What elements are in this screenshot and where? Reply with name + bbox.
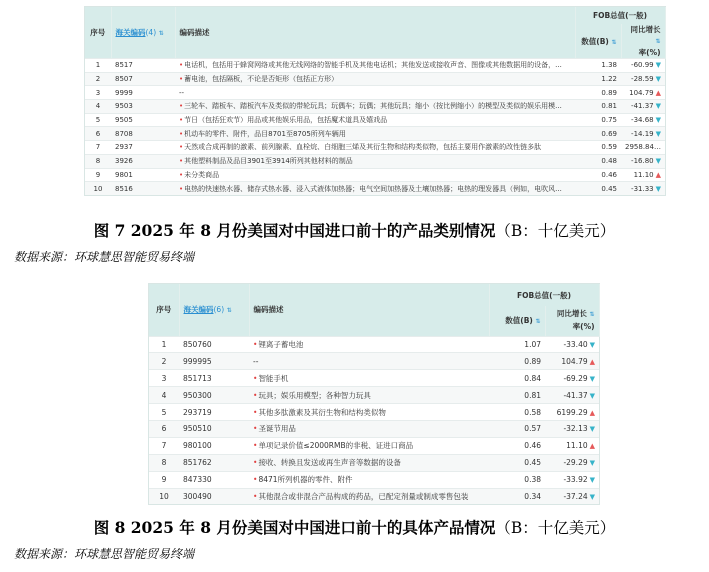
cell-code: 851762 (179, 454, 249, 471)
cell-code: 3926 (111, 154, 175, 168)
cell-value: 0.84 (489, 370, 545, 387)
cell-yoy-text: -28.59 (631, 75, 654, 84)
cell-value: 1.38 (575, 59, 621, 73)
triangle-down-icon: ▼ (589, 492, 596, 501)
cell-desc-text: 其他多肽激素及其衍生物和结构类似物 (258, 407, 386, 417)
cell-seq: 4 (149, 387, 179, 404)
table-row[interactable] (149, 336, 599, 353)
cell-value: 1.22 (575, 72, 621, 86)
cell-seq: 10 (149, 488, 179, 504)
table-row[interactable] (149, 471, 599, 488)
cell-value: 0.69 (575, 127, 621, 141)
cell-yoy (545, 370, 599, 387)
cell-yoy-text: -32.13 (563, 424, 588, 434)
cell-code: 950300 (179, 387, 249, 404)
figure-caption-8 (0, 516, 709, 538)
caption-title: 图 8 2025 年 8 月份美国对中国进口前十的具体产品情况 (93, 518, 496, 537)
cell-yoy (545, 488, 599, 504)
cell-seq: 3 (149, 370, 179, 387)
header-value-label: 数值(B) (505, 316, 533, 326)
cell-code: 8507 (111, 72, 175, 86)
table-row[interactable] (85, 154, 665, 168)
cell-desc-text: 天然或合成再制的激素、前列腺素、血栓烷、白细胞三烯及其衍生物和结构类似物，包括主要用作激素的改性链多肽 (184, 143, 542, 152)
cell-desc (175, 168, 575, 182)
cell-desc (249, 437, 489, 454)
cell-code: 8517 (111, 59, 175, 73)
header-seq: 序号 (85, 7, 111, 59)
cell-desc-text: 节日（包括狂欢节）用品或其他娱乐用品，包括魔术道具及嬉戏品 (184, 116, 388, 125)
cell-code: 999995 (179, 353, 249, 370)
cell-desc-text: -- (179, 88, 185, 97)
cell-desc-text: 其他塑料制品及品目3901至3914所列其他材料的制品 (184, 157, 353, 166)
cell-seq: 3 (85, 86, 111, 100)
triangle-down-icon: ▼ (655, 157, 662, 166)
cell-yoy-text: 104.79 (561, 356, 588, 366)
bullet-icon: • (179, 184, 184, 193)
bullet-icon: • (253, 407, 258, 417)
header-yoy-line1: 同比增长 (630, 25, 661, 34)
cell-yoy-text: -34.68 (631, 116, 654, 125)
bullet-icon: • (253, 373, 258, 383)
cell-code: 9505 (111, 113, 175, 127)
triangle-up-icon: ▲ (655, 143, 662, 152)
cell-desc (249, 471, 489, 488)
header-fob-group: FOB总值(一般) (489, 284, 599, 306)
triangle-down-icon: ▼ (589, 391, 596, 400)
cell-value: 0.46 (489, 437, 545, 454)
cell-yoy-text: -29.29 (563, 458, 588, 468)
cell-desc-text: -- (253, 356, 259, 366)
header-code-label[interactable]: 海关编码 (115, 28, 146, 37)
cell-desc-text: 8471所列机器的零件、附件 (258, 475, 353, 485)
cell-yoy (621, 113, 665, 127)
cell-code: 2937 (111, 141, 175, 155)
cell-desc (249, 404, 489, 421)
bullet-icon: • (179, 143, 184, 152)
cell-desc-text: 机动车的零件、附件，品目8701至8705所列车辆用 (184, 129, 346, 138)
sort-icon[interactable]: ⇅ (226, 307, 232, 315)
cell-desc (175, 86, 575, 100)
cell-desc (249, 420, 489, 437)
cell-desc-text: 锂离子蓄电池 (258, 339, 304, 349)
cell-desc-text: 其他混合或非混合产品构成的药品，已配定剂量或制成零售包装 (258, 491, 469, 501)
cell-yoy-text: -14.19 (631, 129, 654, 138)
cell-yoy (621, 141, 665, 155)
cell-value: 0.75 (575, 113, 621, 127)
header-yoy[interactable] (545, 306, 599, 336)
cell-code: 9503 (111, 100, 175, 114)
table-row[interactable] (85, 168, 665, 182)
cell-value: 0.81 (575, 100, 621, 114)
table-row[interactable] (85, 182, 665, 195)
cell-yoy-text: -33.92 (563, 475, 588, 485)
cell-code: 847330 (179, 471, 249, 488)
table-row[interactable] (149, 353, 599, 370)
cell-yoy (621, 72, 665, 86)
cell-desc (249, 454, 489, 471)
cell-desc (175, 141, 575, 155)
table-row[interactable] (85, 127, 665, 141)
cell-yoy-text: 11.10 (566, 441, 588, 451)
triangle-down-icon: ▼ (655, 116, 662, 125)
cell-desc (175, 113, 575, 127)
triangle-up-icon: ▲ (589, 357, 596, 366)
cell-seq: 2 (85, 72, 111, 86)
cell-yoy (621, 86, 665, 100)
table-specific-products (148, 283, 600, 505)
triangle-down-icon: ▼ (589, 425, 596, 434)
cell-value: 0.48 (575, 154, 621, 168)
data-source-note: 数据来源：环球慧思智能贸易终端 (14, 250, 195, 264)
cell-seq: 7 (85, 141, 111, 155)
cell-desc (175, 72, 575, 86)
triangle-down-icon: ▼ (589, 374, 596, 383)
triangle-down-icon: ▼ (655, 102, 662, 111)
cell-yoy (545, 336, 599, 353)
cell-yoy (621, 154, 665, 168)
cell-yoy (621, 182, 665, 195)
cell-desc-text: 智能手机 (258, 373, 289, 383)
bullet-icon: • (253, 424, 258, 434)
header-yoy-line2: 率(%) (572, 322, 595, 332)
bullet-icon: • (179, 61, 184, 70)
cell-seq: 2 (149, 353, 179, 370)
cell-desc (175, 59, 575, 73)
cell-code: 8708 (111, 127, 175, 141)
table-row[interactable] (85, 100, 665, 114)
cell-seq: 4 (85, 100, 111, 114)
table-row[interactable] (149, 454, 599, 471)
cell-seq: 1 (85, 59, 111, 73)
cell-seq: 5 (149, 404, 179, 421)
cell-yoy-text: 104.79 (629, 88, 654, 97)
cell-yoy-text: -69.29 (563, 373, 588, 383)
cell-value: 0.59 (575, 141, 621, 155)
cell-code: 950510 (179, 420, 249, 437)
header-seq: 序号 (149, 284, 179, 336)
cell-desc-text: 玩具；娱乐用模型；各种智力玩具 (258, 390, 371, 400)
cell-code: 851713 (179, 370, 249, 387)
triangle-down-icon: ▼ (589, 340, 596, 349)
header-desc: 编码描述 (249, 284, 489, 336)
triangle-up-icon: ▲ (655, 88, 662, 97)
sort-icon[interactable]: ⇅ (158, 30, 164, 37)
bullet-icon: • (179, 75, 184, 84)
table-row[interactable] (85, 59, 665, 73)
table-row[interactable] (149, 387, 599, 404)
cell-desc-text: 圣诞节用品 (258, 424, 296, 434)
table-row[interactable] (85, 113, 665, 127)
cell-yoy (545, 404, 599, 421)
cell-yoy (621, 59, 665, 73)
cell-value: 0.34 (489, 488, 545, 504)
cell-value: 0.57 (489, 420, 545, 437)
sort-icon[interactable]: ⇅ (589, 311, 595, 319)
cell-desc (249, 387, 489, 404)
cell-value: 0.38 (489, 471, 545, 488)
triangle-down-icon: ▼ (655, 184, 662, 193)
cell-desc-text: 电热的快速热水器、储存式热水器、浸入式液体加热器；电气空间加热器及土壤加热器；电热的理发器具（例如，电吹风... (184, 184, 562, 193)
triangle-down-icon: ▼ (589, 476, 596, 485)
cell-desc (175, 182, 575, 195)
cell-seq: 9 (149, 471, 179, 488)
cell-yoy (545, 437, 599, 454)
cell-seq: 1 (149, 336, 179, 353)
table-row[interactable] (85, 72, 665, 86)
cell-desc (249, 336, 489, 353)
cell-desc-text: 未分类商品 (184, 170, 220, 179)
table-row[interactable] (149, 404, 599, 421)
caption-unit: （B：十亿美元） (495, 222, 616, 240)
cell-value: 0.45 (575, 182, 621, 195)
cell-yoy-text: 2958.84 (625, 143, 654, 152)
cell-desc (175, 127, 575, 141)
cell-desc (249, 370, 489, 387)
cell-value: 0.58 (489, 404, 545, 421)
cell-code: 9801 (111, 168, 175, 182)
cell-yoy-text: -33.40 (563, 339, 588, 349)
table-row[interactable] (85, 141, 665, 155)
cell-desc-text: 三轮车、踏板车、踏板汽车及类似的带轮玩具；玩偶车；玩偶；其他玩具；缩小（按比例缩小）的模型及类似的娱乐用模... (184, 102, 562, 111)
bullet-icon: • (179, 129, 184, 138)
header-code-count: (6) (213, 305, 225, 315)
cell-value: 0.89 (575, 86, 621, 100)
bullet-icon: • (253, 441, 258, 451)
cell-yoy-text: -60.99 (631, 61, 654, 70)
cell-seq: 8 (85, 154, 111, 168)
table-row[interactable] (149, 437, 599, 454)
triangle-up-icon: ▲ (589, 442, 596, 451)
header-code-label[interactable]: 海关编码 (183, 305, 214, 315)
cell-yoy (621, 168, 665, 182)
triangle-up-icon: ▲ (589, 408, 596, 417)
cell-seq: 10 (85, 182, 111, 195)
header-value-label: 数值(B) (581, 36, 609, 46)
cell-value: 0.89 (489, 353, 545, 370)
cell-value: 0.81 (489, 387, 545, 404)
triangle-down-icon: ▼ (655, 61, 662, 70)
cell-yoy-text: 11.10 (633, 170, 654, 179)
cell-desc (175, 100, 575, 114)
cell-code: 300490 (179, 488, 249, 504)
cell-desc-text: 接收、转换且发送或再生声音等数据的设备 (258, 458, 401, 468)
bullet-icon: • (179, 102, 184, 111)
table-product-categories (84, 6, 666, 196)
sort-icon[interactable]: ⇅ (655, 38, 661, 45)
header-yoy-line2: 率(%) (638, 48, 661, 57)
cell-value: 1.07 (489, 336, 545, 353)
cell-yoy (545, 420, 599, 437)
cell-yoy (621, 100, 665, 114)
cell-yoy (621, 127, 665, 141)
bullet-icon: • (253, 491, 258, 501)
cell-yoy-text: -37.24 (563, 491, 588, 501)
header-value[interactable] (575, 24, 621, 59)
cell-seq: 8 (149, 454, 179, 471)
cell-value: 0.45 (489, 454, 545, 471)
cell-desc (249, 353, 489, 370)
cell-yoy-text: 6199.29 (556, 407, 588, 417)
caption-title: 图 7 2025 年 8 月份美国对中国进口前十的产品类别情况 (93, 221, 496, 240)
cell-yoy (545, 454, 599, 471)
cell-seq: 9 (85, 168, 111, 182)
cell-desc (249, 488, 489, 504)
cell-yoy (545, 471, 599, 488)
cell-value: 0.46 (575, 168, 621, 182)
cell-yoy (545, 353, 599, 370)
figure-caption-7 (0, 219, 709, 241)
header-code[interactable] (179, 284, 249, 336)
cell-seq: 6 (85, 127, 111, 141)
bullet-icon: • (253, 475, 258, 485)
cell-yoy (545, 387, 599, 404)
cell-code: 293719 (179, 404, 249, 421)
bullet-icon: • (253, 390, 258, 400)
header-fob-group: FOB总值(一般) (575, 7, 665, 24)
cell-yoy-text: -31.33 (631, 184, 654, 193)
bullet-icon: • (253, 339, 258, 349)
header-desc: 编码描述 (175, 7, 575, 59)
table-row[interactable] (149, 370, 599, 387)
table-row[interactable] (149, 420, 599, 437)
data-source-note: 数据来源：环球慧思智能贸易终端 (14, 547, 195, 561)
caption-unit: （B：十亿美元） (495, 519, 616, 537)
sort-icon[interactable]: ⇅ (535, 318, 541, 326)
bullet-icon: • (253, 458, 258, 468)
bullet-icon: • (179, 116, 184, 125)
cell-yoy-text: -16.80 (631, 157, 654, 166)
cell-code: 850760 (179, 336, 249, 353)
cell-code: 8516 (111, 182, 175, 195)
sort-icon[interactable]: ⇅ (611, 38, 617, 46)
cell-desc-text: 电话机，包括用于蜂窝网络或其他无线网络的智能手机及其他电话机；其他发送或接收声音、图像或其他数据用的设备，... (184, 61, 562, 70)
cell-code: 9999 (111, 86, 175, 100)
cell-yoy-text: -41.37 (563, 390, 588, 400)
header-code[interactable] (111, 7, 175, 59)
cell-seq: 7 (149, 437, 179, 454)
header-value[interactable] (489, 306, 545, 336)
table-row[interactable] (149, 488, 599, 504)
triangle-down-icon: ▼ (655, 129, 662, 138)
cell-desc (175, 154, 575, 168)
header-yoy-line1: 同比增长 (556, 309, 587, 319)
table-row[interactable] (85, 86, 665, 100)
cell-seq: 5 (85, 113, 111, 127)
cell-desc-text: 单项记录价值≤2000RMB的非税、证进口商品 (258, 441, 414, 451)
cell-yoy-text: -41.37 (631, 102, 654, 111)
triangle-up-icon: ▲ (655, 170, 662, 179)
triangle-down-icon: ▼ (589, 459, 596, 468)
cell-seq: 6 (149, 420, 179, 437)
cell-code: 980100 (179, 437, 249, 454)
bullet-icon: • (179, 157, 184, 166)
header-code-count: (4) (145, 28, 157, 37)
cell-desc-text: 蓄电池，包括隔板，不论是否矩形（包括正方形） (184, 75, 339, 84)
triangle-down-icon: ▼ (655, 75, 662, 84)
bullet-icon: • (179, 170, 184, 179)
header-yoy[interactable] (621, 24, 665, 59)
